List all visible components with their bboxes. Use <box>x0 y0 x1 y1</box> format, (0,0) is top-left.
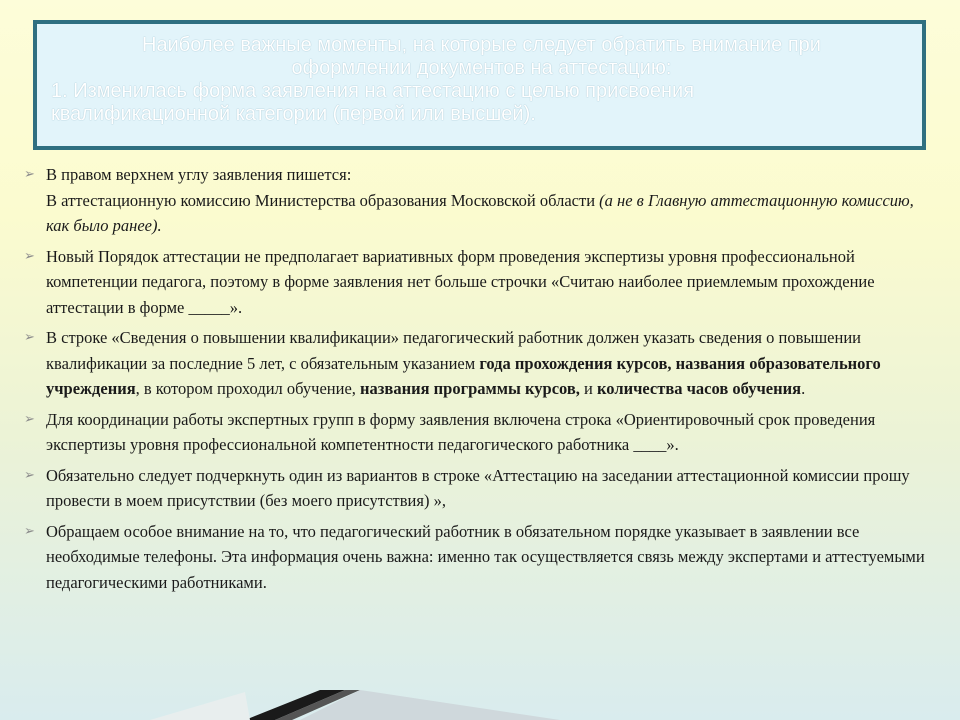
bullet-3-bold-program: названия программы курсов, <box>360 379 580 398</box>
bullet-arrow-icon: ➢ <box>24 467 35 483</box>
bullet-3-text-4: . <box>801 379 806 398</box>
bullet-arrow-icon: ➢ <box>24 523 35 539</box>
bullet-item-3 <box>22 325 934 402</box>
bullet-5-text: Обязательно следует подчеркнуть один из вариантов в строке «Аттестацию на заседании аттестационной комиссии прошу провести в моем присутствии (без моего присутствия) », <box>46 465 910 510</box>
bullet-3-bold-courses: года прохождения курсов, названия образовательного учреждения <box>46 353 881 398</box>
bullet-arrow-icon: ➢ <box>24 248 35 264</box>
bullet-item-5 <box>22 463 934 514</box>
slide-title-box <box>33 20 926 150</box>
bullet-1-heading: В правом верхнем углу заявления пишется: <box>46 165 352 184</box>
bullet-3-text-3: и <box>579 379 597 398</box>
bullet-3-bold-hours: количества часов обучения <box>597 379 802 398</box>
bullet-arrow-icon: ➢ <box>24 330 35 345</box>
bullet-item-4 <box>22 407 934 458</box>
bullet-item-2 <box>22 244 934 321</box>
bullet-6-text: Обращаем особое внимание на то, что педагогический работник в обязательном порядке указывает в заявлении все необходимые телефоны. Эта информация очень важна: именно так осуществляется связь между экспертами и аттестуемыми педагогическими работниками. <box>46 521 925 592</box>
title-line-2: оформлении документов на аттестацию: <box>291 57 672 79</box>
bullet-arrow-icon: ➢ <box>24 167 35 182</box>
title-line-3: 1. Изменилась форма заявления на аттестацию с целью присвоения <box>51 80 695 102</box>
bullet-1-text: В аттестационную комиссию Министерства образования Московской области <box>46 190 600 210</box>
bullet-arrow-icon: ➢ <box>24 411 35 427</box>
title-line-4: квалификационной категории (первой или высшей). <box>51 103 536 125</box>
decorative-bottom-stripes <box>0 690 960 720</box>
bullet-1-italic-note: (а не в Главную аттестационную комиссию, как было ранее). <box>46 190 914 235</box>
bullet-4-text: Для координации работы экспертных групп в форму заявления включена строка «Ориентировочный срок проведения экспертизы уровня профессиональной компетентности педагогического работника ____». <box>46 409 876 454</box>
bullet-2-text: Новый Порядок аттестации не предполагает вариативных форм проведения экспертизы уровня профессиональной компетенции педагога, поэтому в форме заявления нет больше строчки «Считаю наиболее приемлемым прохождение аттестации в форме _____». <box>46 246 875 317</box>
bullet-item-6 <box>22 519 934 596</box>
title-line-1: Наиболее важные моменты, на которые следует обратить внимание при <box>142 34 821 56</box>
bullet-3-text: В строке «Сведения о повышении квалификации» педагогический работник должен указать сведения о повышении квалификации за последние 5 лет, с обязательным указанием <box>46 328 861 373</box>
slide-body <box>22 162 934 600</box>
bullet-item-1 <box>22 162 934 239</box>
bullet-3-text-2: , в котором проходил обучение, <box>135 379 361 398</box>
